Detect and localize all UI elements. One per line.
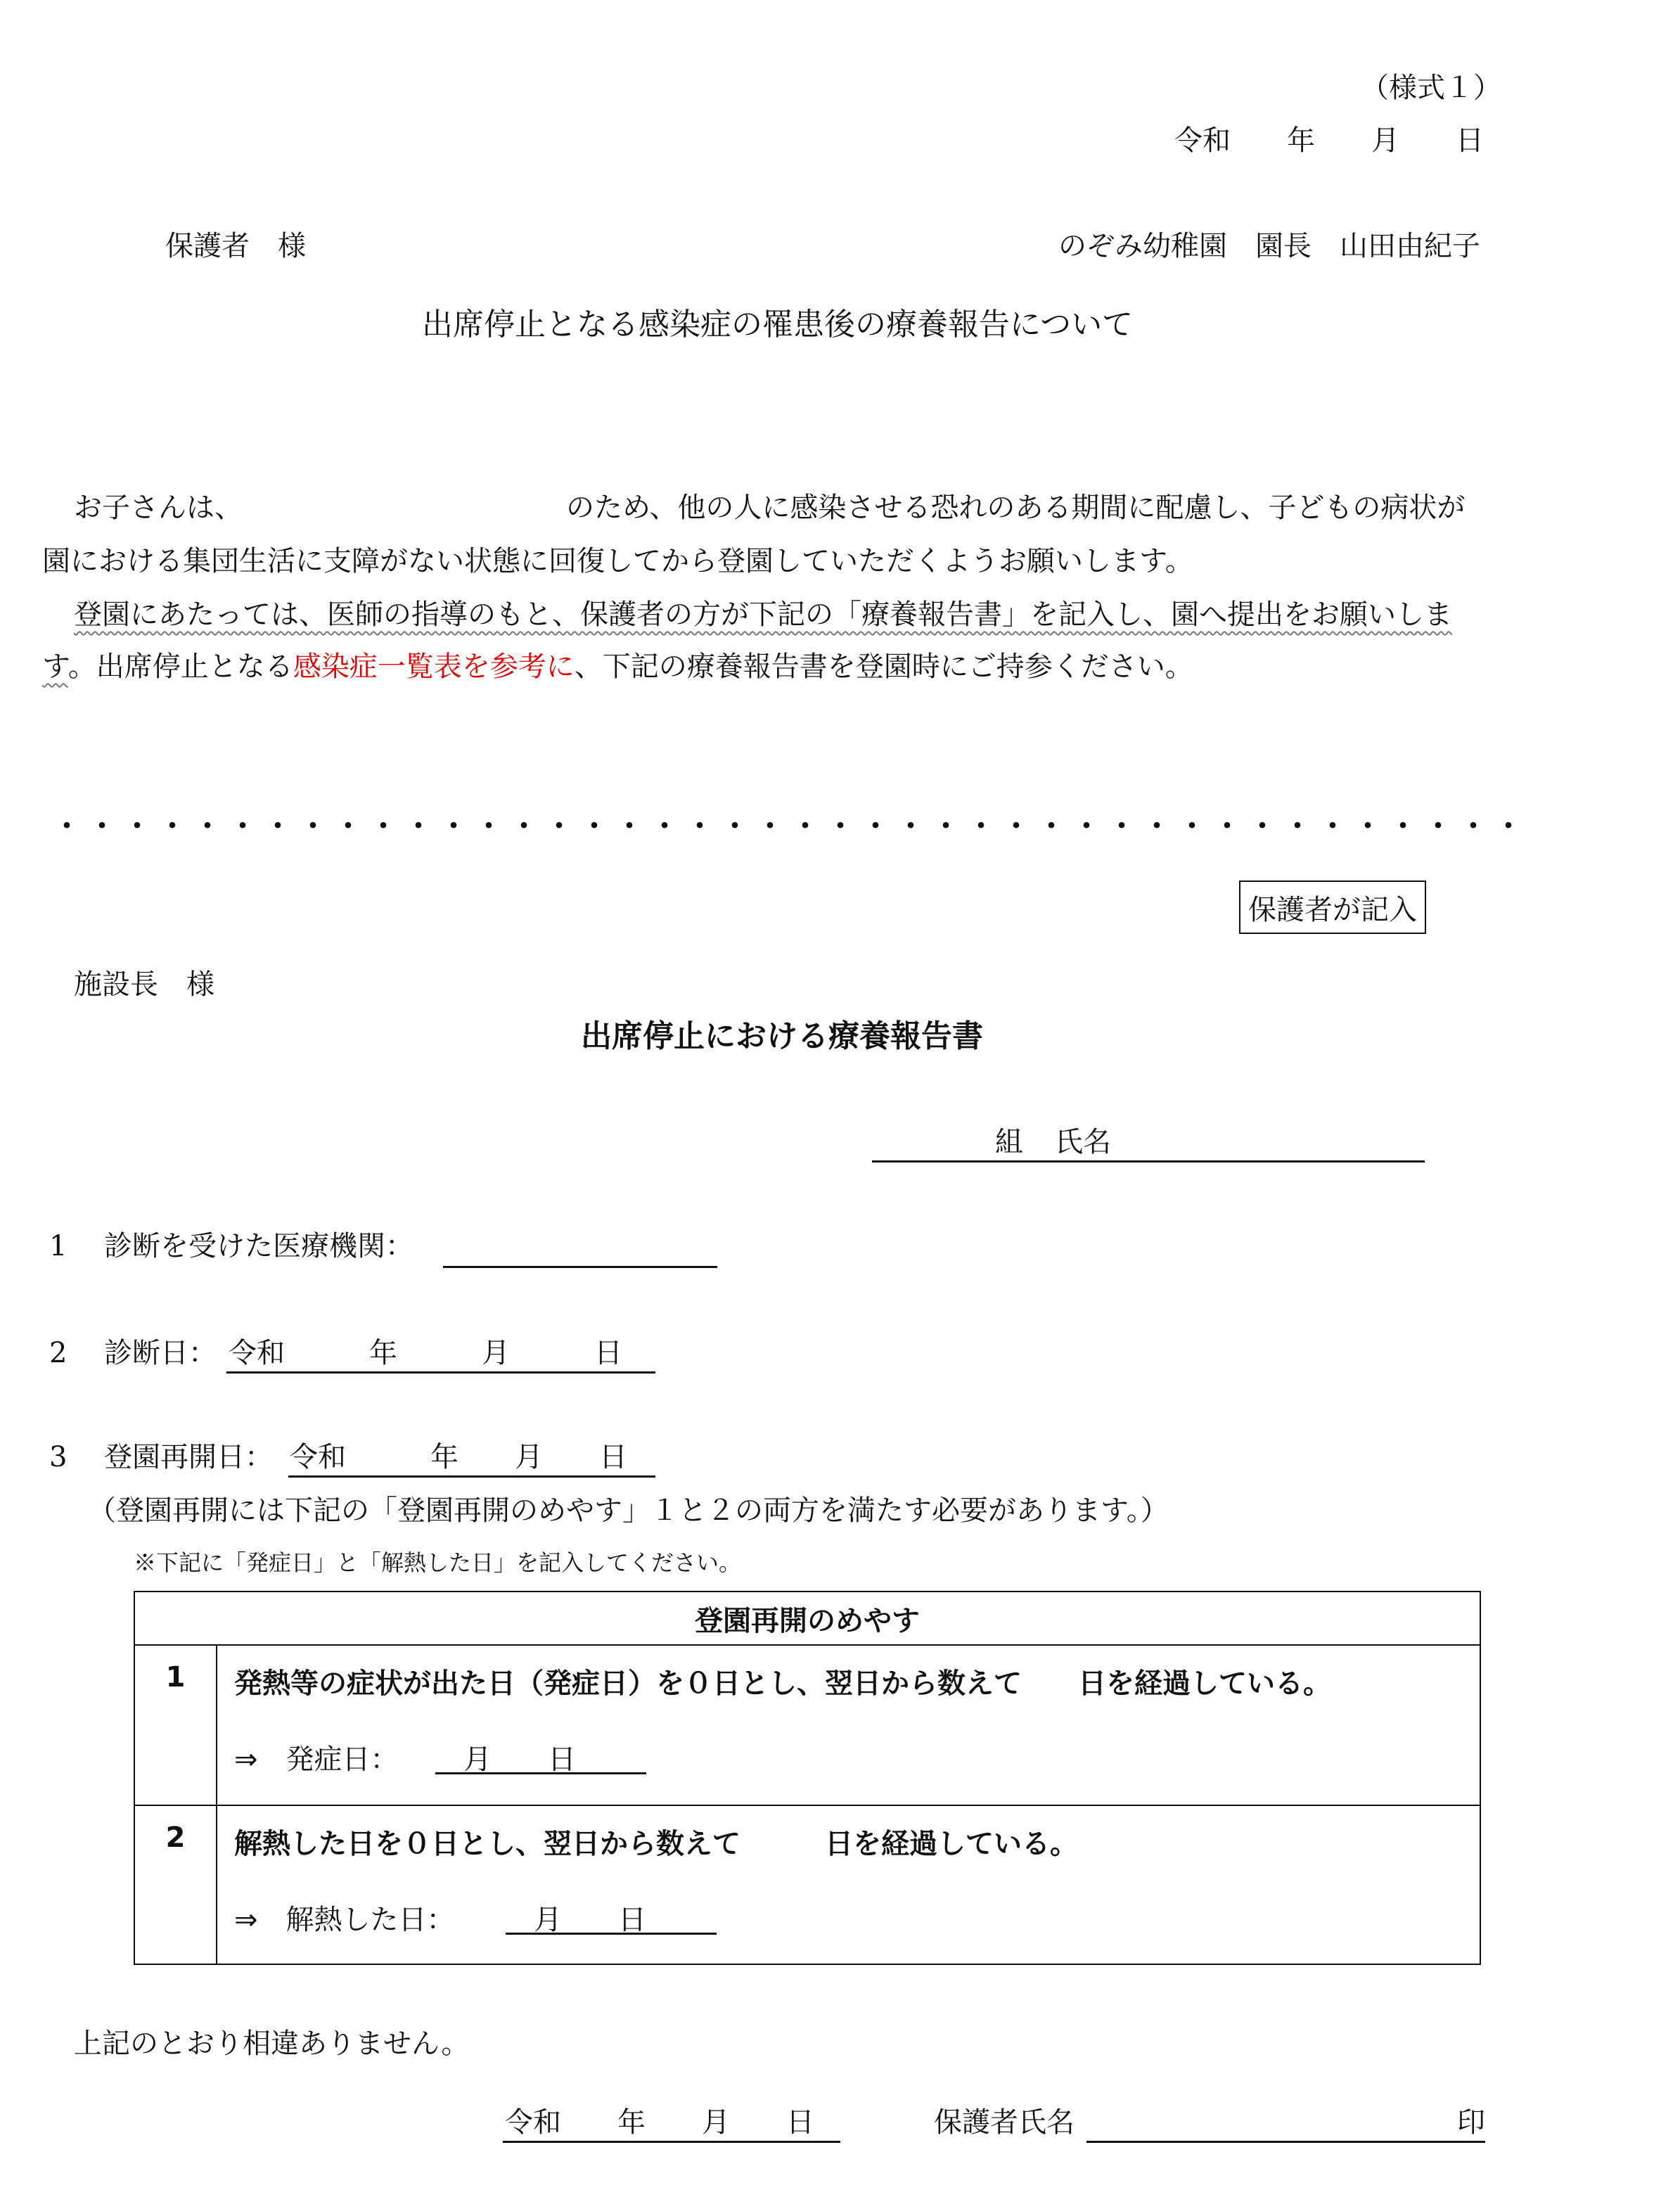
sign-date-underline	[503, 2141, 840, 2143]
sender: のぞみ幼稚園 園長 山田由紀子	[1058, 230, 1480, 262]
resume-date-underline	[288, 1475, 655, 1478]
item-2-no: 2	[49, 1337, 68, 1369]
row-2-text: 解熱した日を０日とし、翌日から数えて 日を経過している。	[234, 1828, 1078, 1860]
report-addressee: 施設長 様	[74, 968, 214, 1001]
item-3-no: 3	[49, 1441, 68, 1473]
fever-down-date-field[interactable]: 月 日	[506, 1904, 646, 1936]
item-2-label: 診断日：	[104, 1337, 217, 1369]
body-line1b: のため、他の人に感染させる恐れのある期間に配慮し、子どもの病状が	[566, 492, 1466, 524]
row-1-no: 1	[134, 1645, 217, 1805]
body-line4a: す	[42, 651, 68, 683]
guardian-name-field[interactable]	[1086, 2141, 1485, 2143]
form-number: （様式１）	[1361, 72, 1501, 104]
onset-date-underline	[435, 1772, 646, 1774]
guardian-fill-box: 保護者が記入	[1239, 881, 1426, 934]
body-line4	[42, 653, 1193, 681]
sign-date-field[interactable]: 令和 年 月 日	[505, 2106, 814, 2139]
medical-institution-field[interactable]	[443, 1266, 717, 1268]
onset-date-field[interactable]: 月 日	[435, 1743, 576, 1776]
item-3-label: 登園再開日：	[104, 1441, 273, 1473]
diagnosis-date-field[interactable]: 令和 年 月 日	[229, 1337, 622, 1369]
onset-date-label: ⇒ 発症日：	[234, 1743, 399, 1776]
instruction: ※下記に「発症日」と「解熱した日」を記入してください。	[134, 1549, 742, 1576]
addressee: 保護者 様	[165, 230, 306, 262]
seal-mark: 印	[1457, 2106, 1485, 2139]
row-1-text: 発熱等の症状が出た日（発症日）を０日とし、翌日から数えて 日を経過している。	[234, 1667, 1331, 1700]
guardian-name-label: 保護者氏名	[934, 2106, 1075, 2139]
infection-list-link[interactable]: 感染症一覧表を参考に	[293, 651, 575, 683]
cut-line-separator: ・・・・・・・・・・・・・・・・・・・・・・・・・・・・・・・・・・・・・・・・・・	[53, 809, 1530, 843]
issue-date: 令和 年 月 日	[1174, 124, 1484, 157]
name-label: 氏名	[1055, 1126, 1111, 1158]
resume-criteria-table	[134, 1591, 1481, 1965]
table-header: 登園再開のめやす	[134, 1592, 1480, 1645]
resume-date-field[interactable]: 令和 年 月 日	[290, 1441, 627, 1473]
body-line4c: 、下記の療養報告書を登園時にご持参ください。	[574, 651, 1193, 683]
table-row	[134, 1805, 1480, 1964]
body-line2: 園における集団生活に支障がない状態に回復してから登園していただくようお願いします。	[42, 545, 1193, 577]
row-1-cell	[217, 1645, 1480, 1805]
table-row	[134, 1645, 1480, 1805]
body-line4b: 。出席停止となる	[68, 651, 293, 683]
body-line3: 登園にあたっては、医師の指導のもと、保護者の方が下記の「療養報告書」を記入し、園へ提出をお願いしま	[74, 598, 1452, 631]
body-line1a: お子さんは、	[74, 492, 243, 524]
notice-title: 出席停止となる感染症の罹患後の療養報告について	[422, 307, 1134, 342]
item-1-no: 1	[49, 1230, 68, 1262]
confirmation: 上記のとおり相違ありません。	[74, 2028, 470, 2060]
fever-down-label: ⇒ 解熱した日：	[234, 1904, 455, 1936]
class-name-field[interactable]	[872, 1160, 1425, 1163]
item-1-label: 診断を受けた医療機関：	[104, 1230, 413, 1262]
row-2-no: 2	[134, 1805, 217, 1964]
row-2-cell	[217, 1805, 1480, 1964]
class-label: 組	[995, 1126, 1023, 1158]
diagnosis-date-underline	[226, 1371, 655, 1374]
resume-note: （登園再開には下記の「登園再開のめやす」１と２の両方を満たす必要があります。）	[88, 1494, 1169, 1527]
report-title: 出席停止における療養報告書	[581, 1018, 983, 1054]
fever-down-underline	[506, 1933, 717, 1935]
